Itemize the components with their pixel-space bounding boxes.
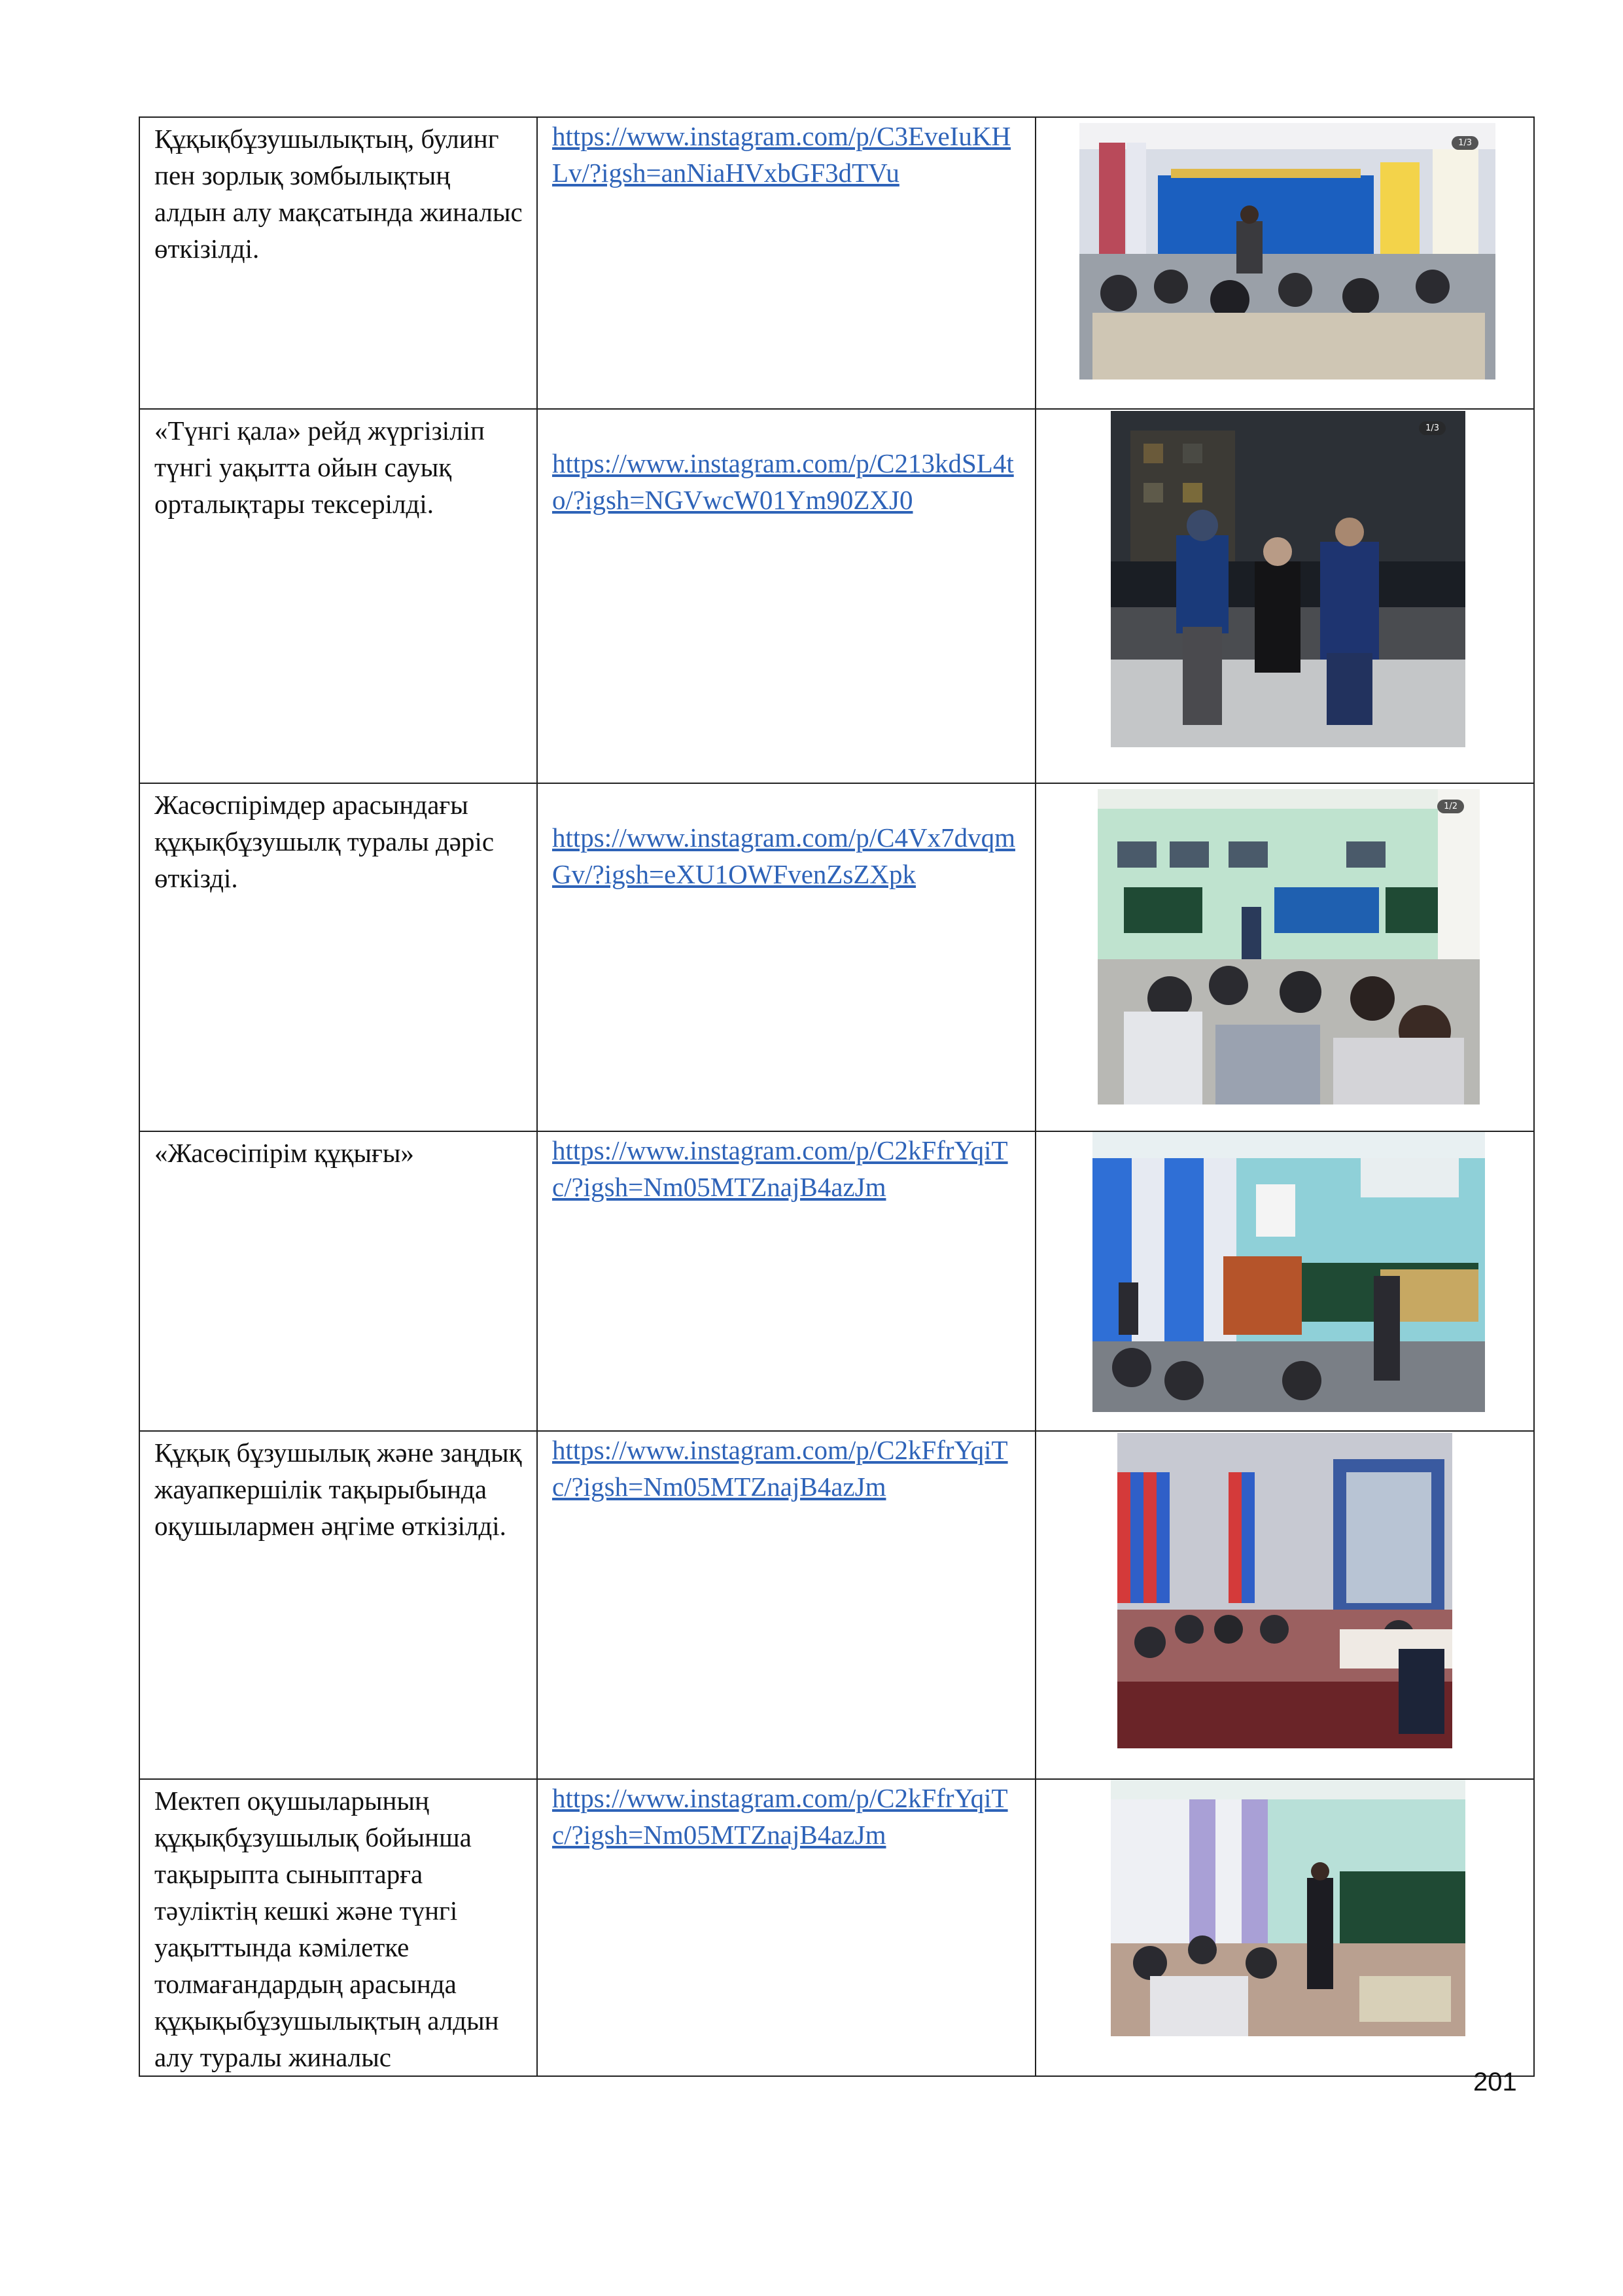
activity-description: Құқықбұзушылықтың, булинг пен зорлық зомбылықтың алдын алу мақсатында жиналыс өткізілді. [154, 124, 523, 264]
night-raid-photo [1111, 411, 1465, 747]
classroom-rights-photo [1092, 1132, 1485, 1412]
table-row [139, 117, 1534, 409]
activity-description: Мектеп оқушыларының құқықбұзушылық бойынша тақырыпта сыныптарға тәуліктің кешкі және түнгі уақыттында кәмілетке толмағандардың арасында құқықыбұзушылықтың алдын алу туралы жиналыс [154, 1786, 499, 2072]
activity-description: «Жасөсіпірім құқығы» [154, 1138, 414, 1168]
description-cell [139, 1131, 537, 1431]
table-row [139, 1431, 1534, 1779]
instagram-link[interactable]: https://www.instagram.com/p/C2kFfrYqiTc/?igsh=Nm05MTZnajB4azJm [552, 1783, 1008, 1850]
photo-cell [1036, 117, 1534, 409]
photo-cell [1036, 409, 1534, 783]
photo-counter-badge: 1/3 [1452, 136, 1478, 150]
instagram-link[interactable]: https://www.instagram.com/p/C4Vx7dvqmGv/?igsh=eXU1OWFvenZsZXpk [552, 822, 1015, 889]
photo-counter-badge: 1/3 [1419, 421, 1446, 435]
table-row [139, 1779, 1534, 2076]
activity-description: Жасөспірімдер арасындағы құқықбұзушылқ туралы дәріс өткізді. [154, 790, 495, 893]
instagram-link[interactable]: https://www.instagram.com/p/C3EveIuKHLv/?igsh=anNiaHVxbGF3dTVu [552, 121, 1011, 188]
activities-table [139, 116, 1535, 2077]
link-cell [537, 1779, 1036, 2076]
description-cell [139, 117, 537, 409]
classroom-lecture-photo [1098, 789, 1480, 1104]
photo-cell [1036, 1431, 1534, 1779]
link-cell [537, 1431, 1036, 1779]
instagram-link[interactable]: https://www.instagram.com/p/C2kFfrYqiTc/?igsh=Nm05MTZnajB4azJm [552, 1435, 1008, 1502]
description-cell [139, 1779, 537, 2076]
link-cell [537, 1131, 1036, 1431]
page-number: 201 [1473, 2068, 1517, 2096]
link-cell [537, 409, 1036, 783]
activity-description: Құқық бұзушылық және заңдық жауапкершілік тақырыбында оқушылармен әңгіме өткізілді. [154, 1438, 522, 1541]
meeting-hall-photo [1079, 123, 1495, 380]
instagram-link[interactable]: https://www.instagram.com/p/C2kFfrYqiTc/?igsh=Nm05MTZnajB4azJm [552, 1135, 1008, 1202]
instagram-link[interactable]: https://www.instagram.com/p/C213kdSL4to/?igsh=NGVwcW01Ym90ZXJ0 [552, 448, 1014, 515]
table-row [139, 783, 1534, 1131]
classroom-talk-photo [1117, 1433, 1452, 1748]
description-cell [139, 783, 537, 1131]
description-cell [139, 1431, 537, 1779]
photo-cell [1036, 1779, 1534, 2076]
photo-cell [1036, 1131, 1534, 1431]
classroom-meeting-photo [1111, 1780, 1465, 2036]
link-cell [537, 783, 1036, 1131]
table-row [139, 409, 1534, 783]
photo-counter-badge: 1/2 [1437, 800, 1464, 813]
description-cell [139, 409, 537, 783]
table-row [139, 1131, 1534, 1431]
photo-cell [1036, 783, 1534, 1131]
link-cell [537, 117, 1036, 409]
activity-description: «Түнгі қала» рейд жүргізіліп түнгі уақытта ойын сауық орталықтары тексерілді. [154, 415, 485, 519]
